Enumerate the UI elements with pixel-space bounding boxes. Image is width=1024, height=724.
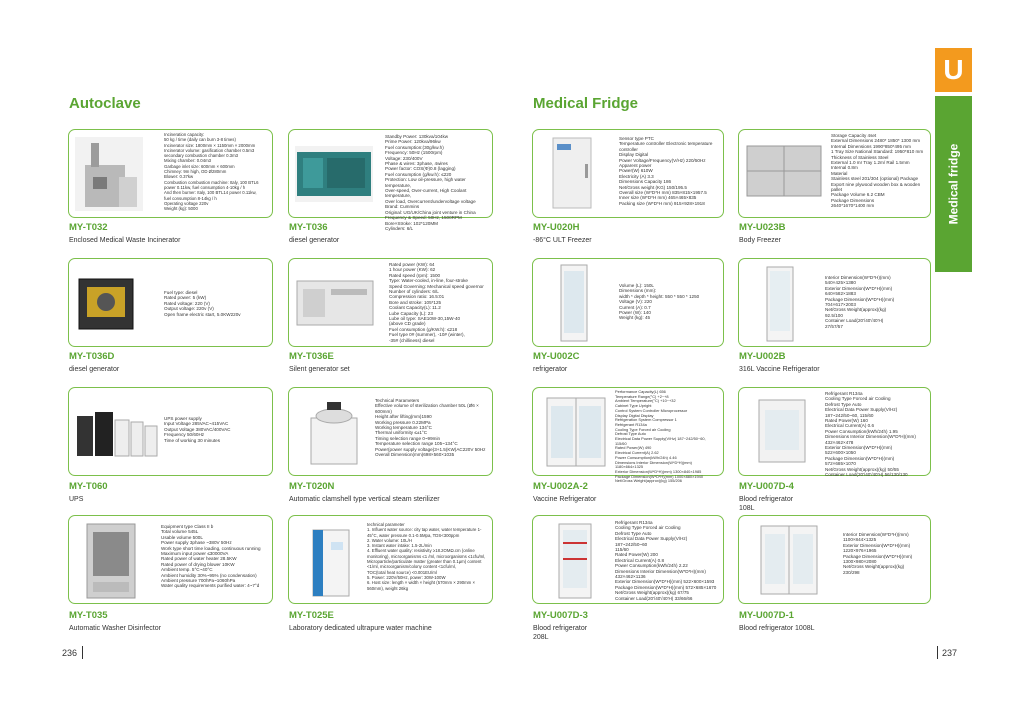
- side-tab-letter: U: [935, 48, 972, 92]
- product-image-diesel-generator: [295, 146, 373, 202]
- product-card: [738, 129, 931, 218]
- product-name: Vaccine Refrigerator: [533, 496, 597, 503]
- product-model: MY-T036: [289, 222, 328, 233]
- page-number-right: 237: [942, 648, 958, 658]
- product-specs: UPS power supply Input Voltage 285VAC~415VAC Output Voltage 380VAC/400VAC Frequency 50/60Hz Time of working 30 minutes: [164, 416, 231, 443]
- section-title-medical-fridge: Medical Fridge: [533, 95, 639, 112]
- product-specs: Equipment type Class II b Total volume 545L Usable volume 500L Power supply 3phase ~380V 50Hz Work type short time loading, continuous running Maximum input power ≤30000VA Rated power of water heater 28.5KW Rated power of drying blower 10KW Ambient temp. 5°C~40°C Ambient humidity 30%~95% (no condensation) Ambient pressure 700hPa~1060hPa Water quality requirements purified water: 4~7°d: [161, 524, 261, 589]
- product-image-vaccine-refrigerator: [765, 265, 795, 343]
- product-model: MY-U002C: [533, 351, 580, 362]
- product-specs: Refrigerant R134a Cooling Type Forced air Cooling Defrost Type Auto Electrical Data Power Supply(V/Hz) 187~242/50~60 115/60 Rated Power(W) 200 Electrical Current(A) 0.8 Power Consumption(kWh/24h) 2.22 Dimensions Interior Dimension(W*D*H)(mm) 432×462×1136 Exterior Dimension(W*D*H)(mm) 522×600×1593 Package Dimension(W*D*H)(mm) 572×685×1670 Net/Gross Weight(approx)(kg) 67/75 Container Load(20'/40'/40'H) 33/66/66: [615, 520, 717, 601]
- product-model: MY-U007D-4: [739, 481, 794, 492]
- product-image-ups: [75, 410, 159, 458]
- product-card: [68, 129, 273, 218]
- product-card: [738, 387, 931, 476]
- page-number-divider: [937, 646, 938, 659]
- product-name: Blood refrigerator 108L: [739, 496, 794, 512]
- product-name: Automatic clamshell type vertical steam sterilizer: [289, 496, 440, 503]
- product-image-blood-refrigerator-108l: [757, 398, 807, 464]
- product-card: [532, 387, 724, 484]
- product-card: [288, 515, 493, 604]
- product-card: [532, 515, 724, 604]
- product-model: MY-U002B: [739, 351, 786, 362]
- product-specs: Interior Dimension(W*D*H)(mm) 540×425×1380 Exterior Dimension(W*D*H)(mm) 640×582×1883 Package Dimension(W*D*H)(mm) 704×617×2003 Net/Gross Weight(approx)(kg) 92.5/100 Container Load(20'/40'/40'H) 27/57/57: [825, 275, 895, 329]
- product-model: MY-U020H: [533, 222, 580, 233]
- product-image-refrigerator: [559, 263, 589, 343]
- product-image-ult-freezer: [547, 136, 597, 212]
- product-image-blood-refrigerator-1008l: [759, 524, 819, 596]
- product-card: [68, 258, 273, 347]
- product-name: Silent generator set: [289, 366, 350, 373]
- section-title-autoclave: Autoclave: [69, 95, 141, 112]
- product-image-silent-generator: [295, 273, 375, 333]
- product-name: Automatic Washer Disinfector: [69, 625, 161, 632]
- product-name: Laboratory dedicated ultrapure water machine: [289, 625, 432, 632]
- product-name: diesel generator: [69, 366, 120, 373]
- product-model: MY-T025E: [289, 610, 334, 621]
- product-name: Blood refrigerator 1008L: [739, 625, 815, 632]
- product-card: [738, 258, 931, 347]
- product-image-washer-disinfector: [85, 522, 137, 600]
- product-specs: Storage Capacity 4set External Dimensions 2480* 1850* 1300 mm Internal Dimensions 1990*850*495 mm 1 Tray Size National Standard: 1950*810 mm Thickness of Stainless Steel External 1.0 mr Tray 1.2m/ Rail 1.5mm Internal 0.8m Material Stainless steel 201/304 (optional) Package Export nine plywood wooden box & wooden pallet Package Volume 6.2 CBM Package Dimensions 2640*1670*1400 mm: [831, 133, 924, 209]
- product-model: MY-T032: [69, 222, 108, 233]
- product-card: [288, 387, 493, 476]
- product-name: Blood refrigerator 208L: [533, 625, 588, 641]
- product-name: Body Freezer: [739, 237, 782, 244]
- product-name: -86°C ULT Freezer: [533, 237, 592, 244]
- product-name: refrigerator: [533, 366, 568, 373]
- product-image-incinerator: [75, 137, 143, 211]
- product-card: [532, 258, 724, 347]
- product-card: [288, 258, 493, 347]
- product-card: [68, 387, 273, 476]
- product-model: MY-U007D-3: [533, 610, 588, 621]
- page-number-left: 236: [62, 648, 78, 658]
- product-name: UPS: [69, 496, 84, 503]
- product-card: [68, 515, 273, 604]
- product-image-steam-sterilizer: [307, 396, 361, 468]
- product-specs: Refrigerant R134a Cooling Type Forced air Cooling Defrost Type Auto Electrical Data Power Supply(V/Hz) 187~242/50~60, 115/60 Rated Power(W) 160 Electrical Current(A) 0.6 Power Consumption(kWh/24h) 1.95 Dimensions Interior Dimension(W*D*H)(mm) 432×462×478 Exterior Dimension(W*D*H)(mm) 522×600×1050 Package Dimension(W*D*H)(mm) 572×685×1070 Net/Gross Weight(approx)(kg) 50/55 Container Load(20'/40'/40'H) 56/130/130: [825, 391, 916, 478]
- product-specs: Incineration capacity: 50 kg / time (daily can burn 3-8 times) Incinerator size: 1800mm × 1150mm × 2000mm Incinerator volume: gasification chamber 0.5m3 secondary combustion chamber 0.3m3 Mixing chamber: 0.04m3 Garbage inlet size: 600mm × 600mm Chimney: 9m high, OD Ø280mm Blower: 0.37kw Combustion combustion machine: Italy, 100 BTL6 power 0.11kw, fuel consumption 4-10kg / h And then burner: Italy, 100 BTL14 power 0.11kw, fuel consumption 8-14kg / h Operating voltage 220v Weight (kg): 5000: [164, 132, 259, 212]
- product-name: 316L Vaccine Refrigerator: [739, 366, 820, 373]
- product-specs: Rated power (KW): 64 1 hour power (KW): 62 Rated speed (rpm): 1500 Type: Water-cooled, in-line, four-stroke Speed Governing: Mechanical speed governor Number of cylinders: 6/L Compression ratio: 16.5:01 Bore and stroke: 105*125 Coolant Capacity(L): 11.2 Lube Capacity (L): 23 Lube oil type: SAE10W-30,15W-40 (above CD grade) Fuel consumption (g/KW.h): ≤218 Fuel type 0# (summer), -10# (winter), -35# (chilliness) diesel: [389, 262, 484, 343]
- product-model: MY-U002A-2: [533, 481, 588, 492]
- product-model: MY-T020N: [289, 481, 335, 492]
- product-image-double-door-refrigerator: [545, 396, 607, 468]
- product-specs: technical parameter 1. Influent water source: city tap water, water temperature 1-45°C, water pressure 0.1-0.5Mpa, TDS<300ppm 2. Water volume: 10L/H 3. Instant water intake: 1.5-2L/min 4. Effluent water quality: resistivity ≥18.2OMΩ.cm (online monitoring), microorganisms ≤1 /ml, microorganisms ≤1cfu/ml, Microparticle/particulate matter (greater than 0.1μm) content <1/ml, microorganism/colony content <1cfu/ml, TOC(total heat source) <0.001EU/ml 5. Power: 220V/50Hz, power: 30W-100W 6. Host size: length × width × height (570mm × 290mm × 560mm), weight 26kg: [367, 522, 486, 591]
- product-name: Enclosed Medical Waste Incinerator: [69, 237, 181, 244]
- product-model: MY-T036E: [289, 351, 334, 362]
- product-specs: Sensor type PTC Temperature controller Electronic temperature controller Display Digital Power Voltage/Frequency(V/Hz) 220/50Hz Apparent power Power(W) 610W Electricity (A) 3.3 Dimensions Capacity 186 Net/Gross weight (KG) 150/195.5 Overall size (W*D*H mm) 835×815×1957.5 Inner size (W*D*H mm) 465×465×835 Packing size (W*D*H mm) 915×928×1918: [619, 136, 713, 206]
- product-card: [532, 129, 724, 218]
- product-model: MY-U023B: [739, 222, 786, 233]
- product-specs: Volume (L): 150L Dimensions (mm): width * depth * height: 550 * 550 * 1250 Voltage (V): 220 Current (A): 0.7 Power (W): 140 Weight (kg): 45: [619, 283, 700, 321]
- product-model: MY-T036D: [69, 351, 115, 362]
- product-specs: Fuel type: diesel Rated power: 5 (kW) Rated voltage: 220 (V) Output voltage: 220v (V) Open frame electric start, 5.0KW220v: [164, 290, 241, 317]
- side-tab-label: Medical fridge: [946, 143, 961, 225]
- product-specs: Technical Parameters Effective volume of sterilization chamber 50L (Ø6 × 600mm) Height after lifting(mm)1590 Working pressure 0.22MPa Working temperature 134°C Thermal uniformity ≤±1°C Timing selection range 0~99min Temperature selection range 105~134°C Power(power supply voltage)3+1.5(KW)AC220V 50Hz Overall Dimension(mm)698×560×1035: [375, 398, 486, 458]
- product-image-ultrapure-water-machine: [305, 522, 357, 600]
- product-specs: Interior Dimension(W*D*H)(mm) 1100×844×1325 Exterior Dimension(W*D*H)(mm) 1220×976×1965 Package Dimension(W*D*H)(mm) 1300×980×2080 Net/Gross Weight(approx)(kg) 230/298: [843, 532, 913, 575]
- product-card: [738, 515, 931, 604]
- product-image-body-freezer: [745, 142, 823, 200]
- product-specs: Performance Capacity(L) 656 Temperature Range(°C) +2~+8 Ambient Temperature(°C) +10~+32 Cabinet Type Upright Control System Controller Microprocessor Display Digital Display Refrigeration System Compressor 1 Refrigerant R134a Cooling Type Forced air Cooling Defrost Type Auto Electrical Data Power Supply(V/Hz) 187~242/50~60, 115/60 Rated Power(W) 490 Electrical Current(A) 2.62 Power Consumption(kWh/24h) 4.46 Dimensions Interior Dimension(W*D*H)(mm) 1180×664×1325 Exterior Dimension(W*D*H)(mm) 1300×840×1985 Package Dimension(W*D*H)(mm) 1000×880×1940 Net/Gross Weight(approx)(kg) 155/206: [615, 389, 706, 484]
- product-image-blood-refrigerator-208l: [557, 522, 593, 600]
- product-model: MY-T035: [69, 610, 108, 621]
- page-number-divider: [82, 646, 83, 659]
- product-name: diesel generator: [289, 237, 340, 244]
- product-specs: Standby Power: 130kva/104kw Prime Power: 120kva/96kw Fuel consumption:(30g/kw.h) Frequency: 50Hz (1500rpm) Voltage: 230/400V Phase & wires: 3phase, 4wires Power factor: COS(Φ)0.8 (lagging) Fuel consumption (g/kw.h): ≤220 Protection: Low oil-pressure, high water temperature, Over-speed, Over-current, High Coolant temperature, Over load, Overcurrent/undervoltage voltage Brand: Cummins Original: UG/UK/China joint venture in China Frequency & Speed: 50Hz, 1500RPM Bore×Stroke: 102*120MM Cylinders: 6/L: [385, 134, 476, 231]
- product-model: MY-T060: [69, 481, 108, 492]
- product-image-portable-generator: [75, 269, 137, 337]
- product-model: MY-U007D-1: [739, 610, 794, 621]
